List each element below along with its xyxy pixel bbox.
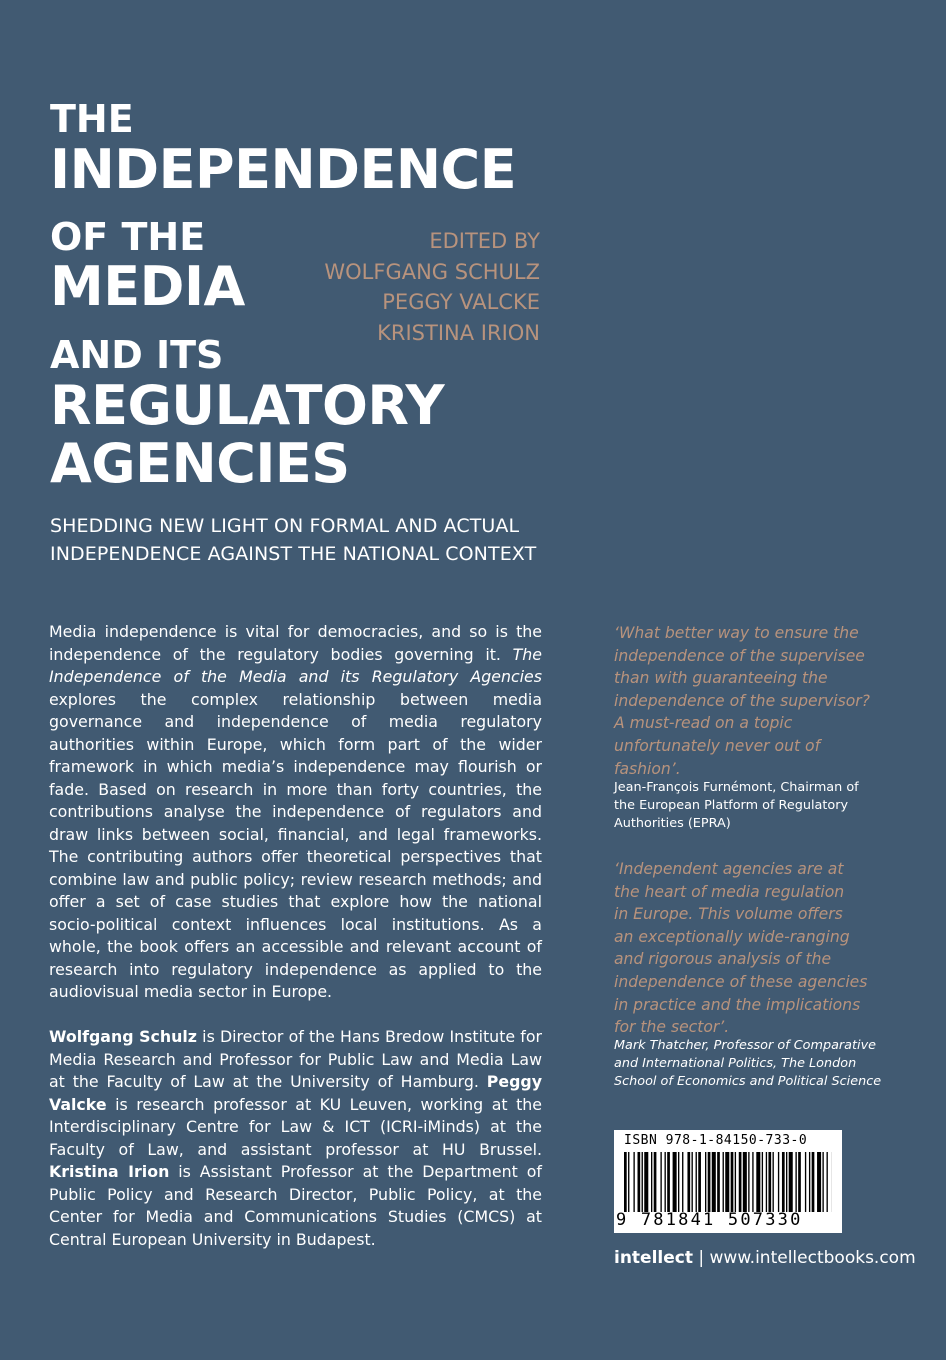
barcode-bar	[752, 1152, 753, 1212]
quote-line: independence of the supervisee	[614, 646, 865, 665]
quote-line: ‘What better way to ensure the	[614, 624, 859, 642]
title-line-regulatory: REGULATORY	[50, 374, 445, 437]
barcode-bar	[798, 1152, 801, 1212]
editor-name: PEGGY VALCKE	[382, 290, 540, 314]
quote-attribution	[614, 1037, 899, 1091]
barcode-bar	[654, 1152, 657, 1212]
attribution-line: Jean-François Furnémont, Chairman of	[614, 780, 859, 795]
quote-line: in Europe. This volume offers	[614, 905, 843, 924]
barcode-bar	[766, 1152, 767, 1212]
barcode-bar	[756, 1152, 760, 1212]
endorsement-quote	[614, 858, 889, 1039]
attribution-line: School of Economics and Political Science	[614, 1074, 882, 1089]
barcode-bar	[773, 1152, 774, 1212]
editor-name: KRISTINA IRION	[377, 320, 540, 345]
title-line-the: THE	[50, 97, 134, 141]
barcode-bar	[642, 1152, 643, 1212]
title-line-of-the: OF THE	[50, 215, 206, 259]
bio-name: Wolfgang Schulz	[49, 1027, 198, 1046]
barcode-bar	[717, 1152, 720, 1212]
barcode-digits: 9 781841 507330	[616, 1210, 803, 1230]
barcode-bar	[692, 1152, 693, 1212]
quote-attribution	[614, 779, 899, 833]
barcode-bar	[748, 1152, 749, 1212]
quote-line: A must-read on a topic	[614, 714, 793, 733]
title-line-media: MEDIA	[50, 255, 245, 318]
barcode-bar	[638, 1152, 641, 1212]
subtitle-line: INDEPENDENCE AGAINST THE NATIONAL CONTEXT	[50, 543, 537, 565]
barcode-bar	[705, 1152, 706, 1212]
quote-line: for the sector’.	[614, 1018, 730, 1037]
barcode-bar	[687, 1152, 690, 1212]
barcode-bars	[624, 1152, 832, 1212]
quote-line: independence of the supervisor?	[614, 691, 870, 710]
barcode-bar	[762, 1152, 763, 1212]
barcode-bar	[735, 1152, 736, 1212]
barcode-bar	[665, 1152, 666, 1212]
editors-block	[324, 226, 540, 348]
barcode-bar	[827, 1152, 828, 1212]
bio-text: is research professor at KU Leuven, working at the Interdisciplinary Centre for Law & ICT (ICRI-iMinds) at the Faculty of Law, and assistant professor at HU Brussel.	[49, 1094, 542, 1159]
quote-line: unfortunately never out of	[614, 736, 821, 755]
barcode-bar	[731, 1152, 734, 1212]
title-line-agencies: AGENCIES	[50, 432, 350, 495]
barcode-bar	[660, 1152, 661, 1212]
quote-line: than with guaranteeing the	[614, 669, 828, 688]
barcode	[614, 1130, 842, 1233]
publisher-url[interactable]: www.intellectbooks.com	[709, 1248, 916, 1268]
isbn-label: ISBN 978-1-84150-733-0	[624, 1133, 808, 1148]
bio-name: Kristina Irion	[49, 1162, 170, 1181]
barcode-bar	[786, 1152, 787, 1212]
barcode-bar	[651, 1152, 652, 1212]
barcode-bar	[809, 1152, 810, 1212]
barcode-bar	[795, 1152, 796, 1212]
barcode-bar	[725, 1152, 729, 1212]
publisher-footer	[614, 1248, 916, 1268]
barcode-bar	[628, 1152, 629, 1212]
barcode-bar	[789, 1152, 793, 1212]
attribution-line: Mark Thatcher, Professor of Comparative	[614, 1038, 877, 1053]
quote-line: ‘Independent agencies are at	[614, 860, 844, 878]
quote-line: an exceptionally wide-ranging	[614, 927, 850, 946]
title-line-and-its: AND ITS	[50, 333, 224, 377]
editors-label: EDITED BY	[429, 229, 540, 253]
endorsement-quote	[614, 622, 889, 780]
barcode-bar	[624, 1152, 627, 1212]
quote-line: independence of these agencies	[614, 972, 868, 991]
barcode-bar	[743, 1152, 747, 1212]
barcode-bar	[812, 1152, 815, 1212]
quote-line: the heart of media regulation	[614, 882, 845, 901]
barcode-bar	[678, 1152, 679, 1212]
book-description	[49, 621, 542, 1004]
description-text: Media independence is vital for democracies, and so is the independence of the regulatory bodies governing it.	[49, 622, 542, 664]
editor-name: WOLFGANG SCHULZ	[324, 259, 540, 284]
barcode-bar	[723, 1152, 724, 1212]
barcode-bar	[698, 1152, 701, 1212]
title-line-independence: INDEPENDENCE	[50, 138, 517, 201]
barcode-bar	[708, 1152, 711, 1212]
barcode-bar	[739, 1152, 742, 1212]
barcode-bar	[633, 1152, 634, 1212]
description-text: explores the complex relationship between media governance and independence of media regulatory authorities within Europe, which form part of the wider framework in which media’s independence may flourish or fade. Based on research in more than forty countries, the contributions analyse the independence of regulators and draw links between social, financial, and legal frameworks. The contributing authors offer theoretical perspectives that combine law and public policy; review research methods; and offer a set of case studies that explore how the national socio-political context influences local institutions. As a whole, the book offers an accessible and relevant account of research into regulatory independence as applied to the audiovisual media sector in Europe.	[49, 689, 542, 1001]
barcode-bar	[817, 1152, 821, 1212]
attribution-line: and International Politics, The London	[614, 1056, 857, 1071]
attribution-line: Authorities (EPRA)	[614, 816, 731, 831]
book-title-italic: The Independence of the Media and its Regulatory Agencies	[49, 644, 542, 686]
barcode-bar	[768, 1152, 771, 1212]
barcode-bar	[822, 1152, 823, 1212]
barcode-bar	[667, 1152, 670, 1212]
barcode-bar	[644, 1152, 648, 1212]
subtitle-line: SHEDDING NEW LIGHT ON FORMAL AND ACTUAL	[50, 515, 520, 537]
barcode-bar	[778, 1152, 779, 1212]
barcode-bar	[673, 1152, 677, 1212]
barcode-bar	[696, 1152, 697, 1212]
bio-text: is Assistant Professor at the Department of Public Policy and Research Director, Public Policy, at the Center for Media and Communications Studies (CMCS) at Central European University in Budapest.	[49, 1162, 542, 1249]
quote-line: and rigorous analysis of the	[614, 950, 832, 969]
subtitle	[50, 512, 536, 568]
barcode-bar	[805, 1152, 806, 1212]
barcode-bar	[712, 1152, 716, 1212]
footer-separator: |	[692, 1248, 710, 1268]
barcode-bar	[782, 1152, 785, 1212]
publisher-name: intellect	[614, 1248, 693, 1268]
bio-name: Peggy Valcke	[49, 1072, 542, 1114]
editor-bios	[49, 1026, 542, 1251]
quote-line: fashion’.	[614, 759, 681, 778]
attribution-line: the European Platform of Regulatory	[614, 798, 849, 813]
quote-line: in practice and the implications	[614, 995, 861, 1014]
barcode-bar	[682, 1152, 683, 1212]
bio-text: is Director of the Hans Bredow Institute for Media Research and Professor for Public Law and Media Law at the Faculty of Law at the University of Hamburg.	[49, 1027, 542, 1091]
